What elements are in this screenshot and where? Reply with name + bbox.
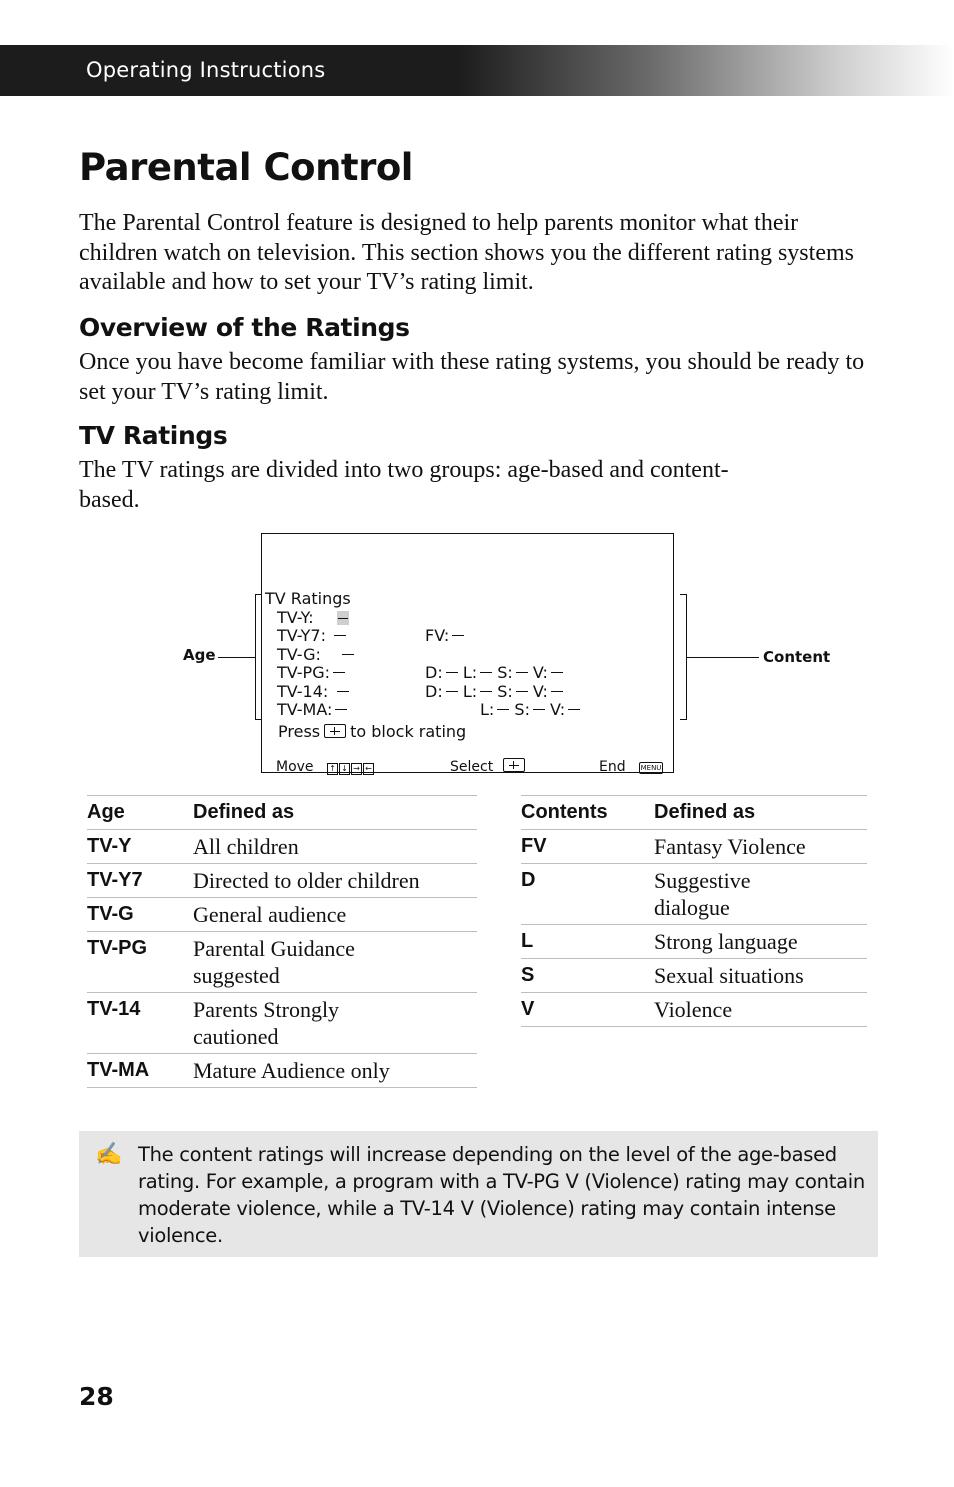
tvy7-setting: [334, 635, 346, 636]
arrow-left-icon: ←: [363, 763, 374, 775]
fv-label: FV:: [425, 626, 450, 645]
tv14-s-label: S:: [497, 682, 513, 701]
tvpg-content-settings[interactable]: [425, 664, 563, 682]
screen-row-tvma[interactable]: [277, 701, 347, 719]
tv-ratings-screen: [261, 533, 674, 773]
age-header: Age: [87, 796, 193, 830]
fv-setting[interactable]: [425, 627, 464, 645]
tvma-label: TV-MA:: [277, 700, 333, 719]
content-definition: Suggestive dialogue: [654, 864, 867, 925]
table-row: [521, 959, 867, 993]
tvy7-label: TV-Y7:: [277, 626, 326, 645]
move-hint: [276, 758, 374, 776]
age-code: TV-G: [87, 898, 193, 932]
age-code: TV-PG: [87, 932, 193, 993]
content-definition: Strong language: [654, 925, 867, 959]
table-row: [521, 925, 867, 959]
table-row: [521, 864, 867, 925]
header-bar: [0, 45, 954, 96]
end-text: End: [599, 759, 626, 775]
age-code: TV-14: [87, 993, 193, 1054]
end-hint: [599, 758, 663, 776]
content-code: FV: [521, 830, 654, 864]
age-callout: Age: [183, 646, 216, 664]
select-text: Select: [450, 759, 494, 775]
content-table-header: [521, 796, 867, 830]
move-text: Move: [276, 759, 314, 775]
table-row: [87, 898, 477, 932]
age-definition: Mature Audience only: [193, 1054, 477, 1088]
tv-ratings-heading: TV Ratings: [79, 421, 228, 450]
select-hint: [450, 758, 529, 776]
select-key-icon: [324, 724, 346, 738]
screen-row-tvg[interactable]: [277, 646, 354, 664]
age-definition: All children: [193, 830, 477, 864]
content-code: D: [521, 864, 654, 925]
tv14-setting: [337, 691, 349, 692]
note-box: [79, 1131, 878, 1257]
tv14-v-label: V:: [532, 682, 548, 701]
table-row: [87, 993, 477, 1054]
select-button-icon: [503, 758, 525, 772]
tvpg-setting: [333, 672, 345, 673]
table-row: [521, 830, 867, 864]
tvpg-label: TV-PG:: [277, 663, 330, 682]
tv14-content-settings[interactable]: [425, 683, 563, 701]
tvma-v-label: V:: [550, 700, 566, 719]
tvpg-l-label: L:: [462, 663, 478, 682]
age-table-header: [87, 796, 477, 830]
tvpg-v-label: V:: [532, 663, 548, 682]
tv14-label: TV-14:: [277, 682, 329, 701]
age-code: TV-MA: [87, 1054, 193, 1088]
content-definition: Sexual situations: [654, 959, 867, 993]
table-row: [87, 1054, 477, 1088]
content-code: V: [521, 993, 654, 1027]
age-definition: Parents Strongly cautioned: [193, 993, 477, 1054]
page-title: Parental Control: [79, 146, 413, 189]
age-ratings-table: [87, 795, 477, 1088]
content-definition: Fantasy Violence: [654, 830, 867, 864]
page-number: 28: [79, 1382, 114, 1411]
note-pencil-icon: ✍: [95, 1141, 123, 1166]
overview-heading: Overview of the Ratings: [79, 313, 410, 342]
age-callout-line: [218, 657, 255, 658]
block-text: to block rating: [350, 722, 467, 741]
tvg-label: TV-G:: [277, 645, 321, 664]
press-instruction: [278, 723, 466, 741]
content-definition: Violence: [654, 993, 867, 1027]
table-row: [521, 993, 867, 1027]
table-row: [87, 864, 477, 898]
intro-paragraph: The Parental Control feature is designed to help parents monitor what their children watch on television. This section shows you the different rating systems available and how to set your TV’s rating limit.: [79, 210, 854, 295]
table-row: [87, 830, 477, 864]
tv14-d-label: D:: [425, 682, 443, 701]
screen-row-tvy[interactable]: [277, 609, 349, 627]
tvy-label: TV-Y:: [277, 608, 314, 627]
tv-ratings-paragraph: The TV ratings are divided into two groups: age-based and content-based.: [79, 457, 729, 513]
screen-row-tvpg[interactable]: [277, 664, 345, 682]
tvpg-s-label: S:: [497, 663, 513, 682]
screen-row-tvy7[interactable]: [277, 627, 346, 645]
press-text: Press: [278, 722, 321, 741]
tvpg-d-label: D:: [425, 663, 443, 682]
screen-row-tv14[interactable]: [277, 683, 349, 701]
age-defined-header: Defined as: [193, 796, 477, 830]
menu-key-icon: MENU: [640, 764, 662, 772]
tvg-setting: [342, 654, 354, 655]
content-callout: Content: [763, 648, 831, 666]
tv14-l-label: L:: [462, 682, 478, 701]
fv-dash: [452, 635, 464, 636]
age-code: TV-Y7: [87, 864, 193, 898]
tvma-l-label: L:: [480, 700, 495, 719]
age-code: TV-Y: [87, 830, 193, 864]
content-ratings-table: [521, 795, 867, 1027]
age-definition: Directed to older children: [193, 864, 477, 898]
contents-header: Contents: [521, 796, 654, 830]
arrow-right-icon: →: [351, 763, 362, 775]
tvma-setting: [335, 709, 347, 710]
overview-paragraph: Once you have become familiar with these rating systems, you should be ready to set your TV’s rating limit.: [79, 349, 865, 405]
age-definition: General audience: [193, 898, 477, 932]
arrow-down-icon: ↓: [339, 763, 350, 775]
screen-title: TV Ratings: [265, 589, 351, 608]
content-callout-line: [686, 657, 759, 658]
section-title: Operating Instructions: [86, 58, 326, 82]
arrow-up-icon: ↑: [327, 763, 338, 775]
content-code: S: [521, 959, 654, 993]
contents-defined-header: Defined as: [654, 796, 867, 830]
age-definition: Parental Guidance suggested: [193, 932, 477, 993]
tvma-s-label: S:: [514, 700, 530, 719]
table-row: [87, 932, 477, 993]
note-text: The content ratings will increase depending on the level of the age-based rating. For example, a program with a TV-PG V (Violence) rating may contain moderate violence, while a TV-14 V (Violence) rating may contain intense violence.: [138, 1143, 865, 1247]
tvy-setting-selected[interactable]: [337, 611, 349, 625]
content-code: L: [521, 925, 654, 959]
tvma-content-settings[interactable]: [480, 701, 580, 719]
